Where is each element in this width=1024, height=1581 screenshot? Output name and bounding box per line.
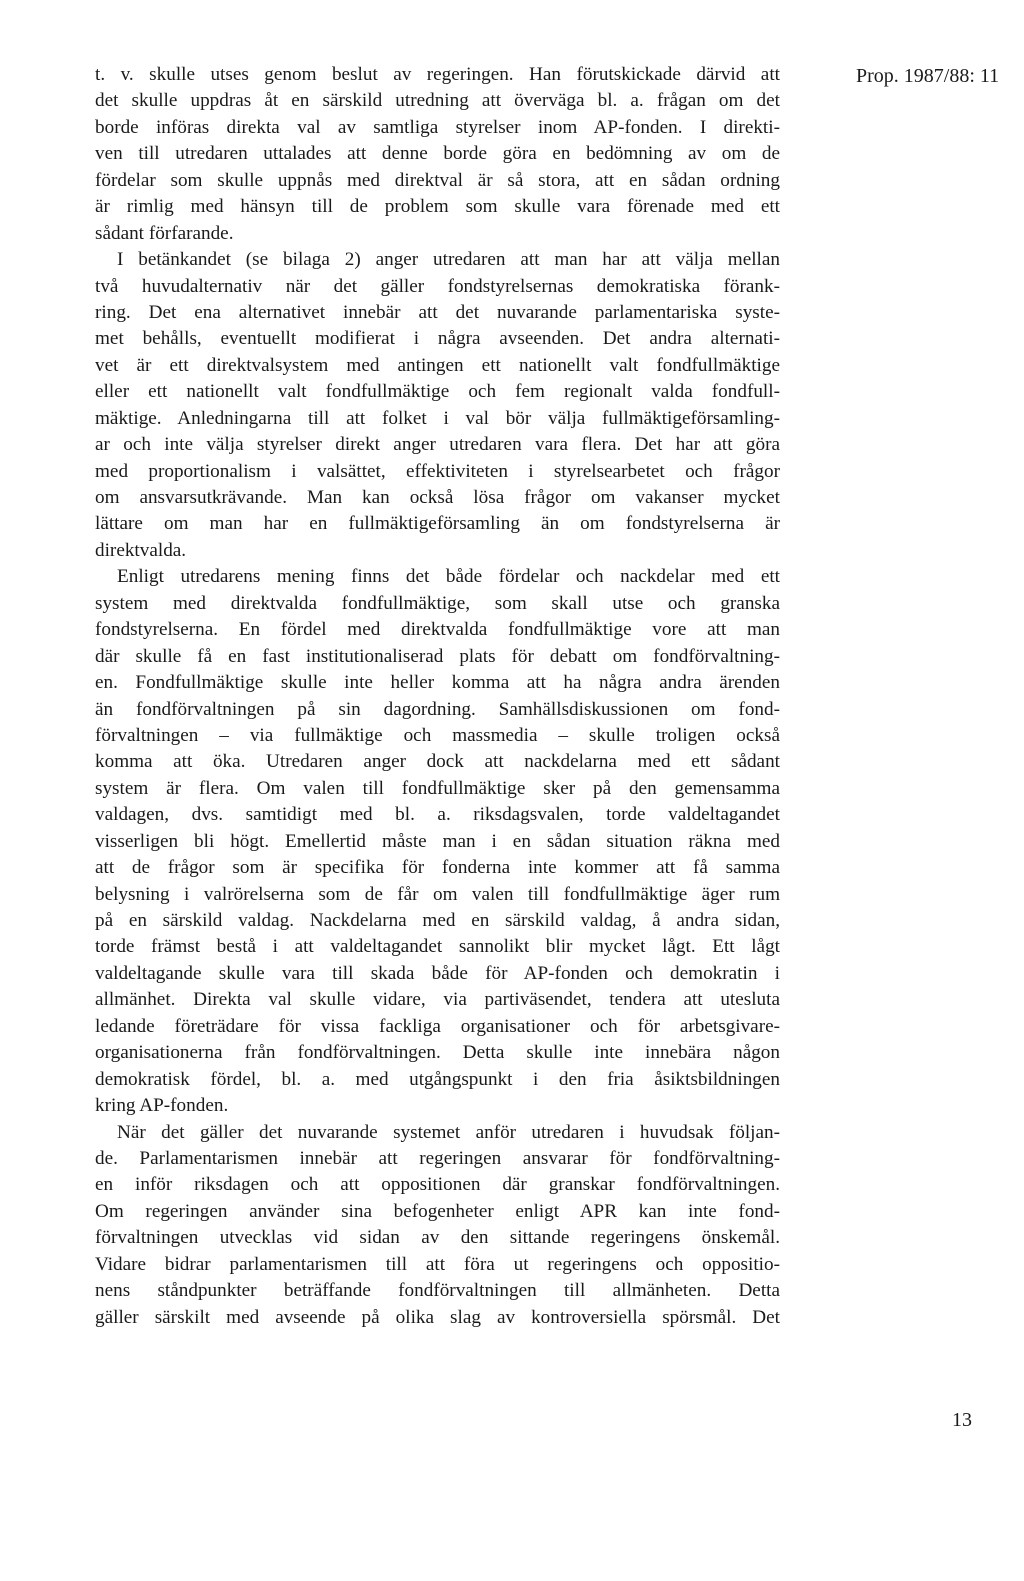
text-line: att de frågor som är specifika för fonderna inte kommer att få samma — [95, 857, 780, 879]
text-line: är rimlig med hänsyn till de problem som skulle vara förenade med ett — [95, 196, 780, 218]
text-line: fondstyrelserna. En fördel med direktvalda fondfullmäktige vore att man — [95, 619, 780, 641]
text-line: en inför riksdagen och att oppositionen där granskar fondförvaltningen. — [95, 1174, 780, 1196]
body-text — [95, 62, 780, 1331]
text-line: sådant förfarande. — [95, 222, 234, 244]
text-line: förvaltningen – via fullmäktige och massmedia – skulle troligen också — [95, 724, 780, 746]
text-line: ar och inte välja styrelser direkt anger utredaren vara flera. Det har att göra — [95, 434, 780, 456]
text-line: än fondförvaltningen på sin dagordning. Samhällsdiskussionen om fond- — [95, 698, 780, 720]
text-line: met behålls, eventuellt modifierat i några avseenden. Det andra alternati- — [95, 328, 780, 350]
text-line: en. Fondfullmäktige skulle inte heller komma att ha några andra ärenden — [95, 672, 780, 694]
text-line: ven till utredaren uttalades att denne borde göra en bedömning av om de — [95, 143, 780, 165]
text-line: lättare om man har en fullmäktigeförsamling än om fondstyrelserna är — [95, 513, 780, 535]
text-line: de. Parlamentarismen innebär att regeringen ansvarar för fondförvaltning- — [95, 1147, 780, 1169]
text-line: ring. Det ena alternativet innebär att det nuvarande parlamentariska syste- — [95, 301, 780, 323]
text-line: mäktige. Anledningarna till att folket i val bör välja fullmäktigeförsamling- — [95, 407, 780, 429]
text-line: förvaltningen utvecklas vid sidan av den sittande regeringens önskemål. — [95, 1227, 780, 1249]
text-line: med proportionalism i valsättet, effektiviteten i styrelsearbetet och frågor — [95, 460, 780, 482]
text-line: organisationerna från fondförvaltningen. Detta skulle inte innebära någon — [95, 1042, 780, 1064]
text-line: nens ståndpunkter beträffande fondförvaltningen till allmänheten. Detta — [95, 1280, 780, 1302]
text-line: system med direktvalda fondfullmäktige, som skall utse och granska — [95, 592, 780, 614]
text-line: I betänkandet (se bilaga 2) anger utredaren att man har att välja mellan — [117, 249, 780, 271]
text-line: system är flera. Om valen till fondfullmäktige sker på den gemensamma — [95, 777, 780, 799]
text-line: gäller särskilt med avseende på olika slag av kontroversiella spörsmål. Det — [95, 1306, 780, 1328]
text-line: torde främst bestå i att valdeltagandet sannolikt blir mycket lågt. Ett lågt — [95, 936, 780, 958]
text-line: t. v. skulle utses genom beslut av regeringen. Han förutskickade därvid att — [95, 64, 780, 85]
page-number: 13 — [952, 1409, 972, 1431]
text-line: valdeltagande skulle vara till skada både för AP-fonden och demokratin i — [95, 962, 780, 984]
text-line: kring AP-fonden. — [95, 1095, 229, 1117]
text-line: Om regeringen använder sina befogenheter enligt APR kan inte fond- — [95, 1200, 780, 1222]
text-line: på en särskild valdag. Nackdelarna med en särskild valdag, å andra sidan, — [95, 910, 780, 931]
text-line: ledande företrädare för vissa fackliga organisationer och för arbetsgivare- — [95, 1015, 780, 1037]
text-line: vet är ett direktvalsystem med antingen ett nationellt valt fondfullmäktige — [95, 354, 780, 376]
text-line: om ansvarsutkrävande. Man kan också lösa frågor om vakanser mycket — [95, 487, 780, 508]
text-line: det skulle uppdras åt en särskild utredning att överväga bl. a. frågan om det — [95, 90, 780, 112]
text-line: När det gäller det nuvarande systemet anför utredaren i huvudsak följan- — [117, 1121, 780, 1143]
text-line: direktvalda. — [95, 539, 187, 561]
text-line: fördelar som skulle uppnås med direktval är så stora, att en sådan ordning — [95, 169, 780, 191]
text-line: Enligt utredarens mening finns det både fördelar och nackdelar med ett — [117, 566, 780, 588]
text-line: Vidare bidrar parlamentarismen till att föra ut regeringens och oppositio- — [95, 1253, 780, 1275]
text-line: borde införas direkta val av samtliga styrelser inom AP-fonden. I direkti- — [95, 116, 780, 138]
text-line: valdagen, dvs. samtidigt med bl. a. riksdagsvalen, torde valdeltagandet — [95, 804, 780, 826]
text-line: belysning i valrörelserna som de får om valen till fondfullmäktige äger rum — [95, 883, 780, 905]
text-line: två huvudalternativ när det gäller fondstyrelsernas demokratiska förank- — [95, 275, 780, 297]
text-line: eller ett nationellt valt fondfullmäktige och fem regionalt valda fondfull- — [95, 381, 780, 403]
text-line: komma att öka. Utredaren anger dock att nackdelarna med ett sådant — [95, 751, 780, 773]
text-line: där skulle få en fast institutionaliserad plats för debatt om fondförvaltning- — [95, 645, 780, 667]
proposition-reference: Prop. 1987/88: 11 — [856, 65, 1000, 87]
text-line: allmänhet. Direkta val skulle vidare, via partiväsendet, tendera att utesluta — [95, 989, 780, 1011]
text-line: visserligen bli högt. Emellertid måste man i en sådan situation räkna med — [95, 830, 780, 852]
text-line: demokratisk fördel, bl. a. med utgångspunkt i den fria åsiktsbildningen — [95, 1068, 780, 1090]
